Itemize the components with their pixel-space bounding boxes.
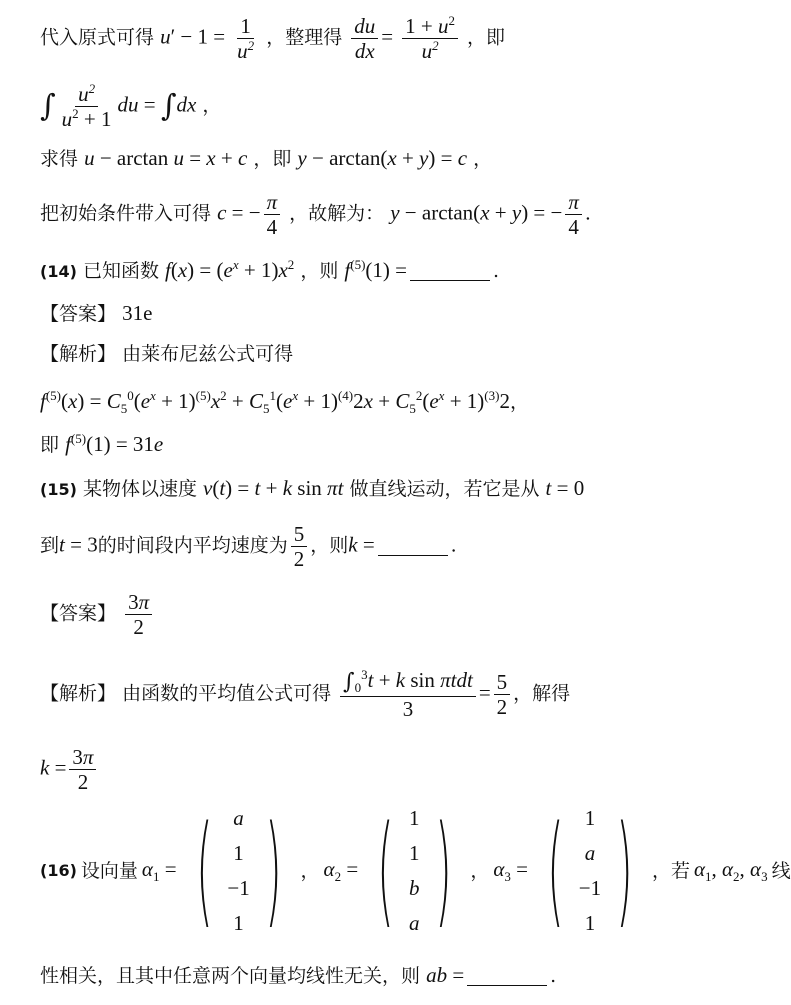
answer-14 bbox=[40, 303, 645, 324]
text: 已知函数 bbox=[82, 260, 159, 282]
derivation-line-1: 代入原式可得 u′ − 1 = $\frac{1}{u^2}$ ，整理得 $\frac{du}{dx}$ = $\frac{1 + u^2}{u^2}$ ，即 bbox=[40, 13, 506, 64]
question-16: (16) 设向量 $\alpha_1$ = ( a 1 −1 1 ) ， $\alpha_2$ = ( 1 1 b a ) ， $\alpha_3$ = ( 1 a −1 1 ) ，若 $\alpha_1$, $\alpha_2$, $\alpha_3$ 线 bbox=[40, 801, 791, 940]
text: . bbox=[493, 260, 500, 282]
answer-label: 【答案】 bbox=[40, 602, 117, 625]
answer-15 bbox=[40, 590, 645, 639]
text: ， bbox=[470, 859, 490, 882]
text: ，即 bbox=[253, 148, 292, 170]
text: 即 bbox=[40, 434, 60, 456]
answer-value: 31e bbox=[122, 301, 153, 325]
fraction-1-plus-u2-over-u2: $\frac{1 + u^2}{u^2}$ bbox=[402, 14, 458, 63]
question-number: (16) bbox=[40, 861, 77, 880]
text: ，整理得 bbox=[266, 26, 343, 49]
text: ， bbox=[300, 859, 320, 882]
text: 到 bbox=[40, 534, 60, 557]
text: ， bbox=[202, 94, 222, 117]
result-14: 即 $f^{(5)}(1) = 31e$ bbox=[40, 431, 164, 456]
text: . bbox=[450, 534, 457, 557]
text: 把初始条件带入可得 bbox=[40, 202, 212, 225]
derivation-line-4: 把初始条件带入可得 c = − $\frac{\pi}{4}$ ，故解为： y − arctan(x + y) = − $\frac{\pi}{4}$ . bbox=[40, 190, 591, 240]
text: . bbox=[584, 202, 591, 225]
math-u-prime: u bbox=[160, 24, 171, 49]
text: 求得 bbox=[40, 148, 79, 170]
answer-label: 【答案】 bbox=[40, 303, 117, 325]
mean-value-fraction: $\frac{\int_0^3t + k \sin \pi tdt}{3}$ bbox=[340, 668, 476, 721]
question-number: (15) bbox=[40, 480, 77, 499]
derivation-line-3: 求得 u − arctan u = x + c ，即 y − arctan(x + y) = c ， bbox=[40, 146, 493, 170]
analysis-label: 【解析】 bbox=[40, 682, 117, 705]
text: ， bbox=[509, 391, 529, 413]
text: ，若 bbox=[651, 859, 690, 882]
vector-alpha-2: ( 1 1 b a ) bbox=[377, 801, 452, 940]
text: 的时间段内平均速度为 bbox=[97, 534, 288, 557]
analysis-14 bbox=[40, 345, 645, 364]
answer-blank bbox=[410, 280, 490, 281]
text: ，则 bbox=[310, 534, 349, 557]
text: 性相关，且其中任意两个向量均线性无关，则 bbox=[40, 965, 421, 987]
derivation-line-2: ∫ $\frac{u^2}{u^2 + 1}$ du = ∫dx ， bbox=[40, 81, 222, 132]
text: 某物体以速度 bbox=[82, 478, 197, 500]
result-15: k = $\frac{3\pi}{2}$ bbox=[40, 745, 645, 794]
fraction-du-dx: $\frac{du}{dx}$ bbox=[351, 14, 378, 63]
text: 由函数的平均值公式可得 bbox=[122, 682, 332, 705]
text: . bbox=[550, 965, 557, 987]
text: 线 bbox=[771, 859, 791, 882]
question-15-line-2: 到t = 3的时间段内平均速度为 $\frac{5}{2}$ ，则k = . bbox=[40, 522, 457, 572]
leibniz-formula: $f^{(5)}(x) = C_5^0(e^x + 1)^{(5)}x^2 + C_5^1(e^x + 1)^{(4)}2x + C_5^2(e^x + 1)^{(3)}2$， bbox=[40, 388, 529, 417]
analysis-15: 【解析】 由函数的平均值公式可得 $\frac{\int_0^3t + k \sin \pi tdt}{3}$ = $\frac{5}{2}$ ，解得 bbox=[40, 667, 571, 722]
question-16-line-2: 性相关，且其中任意两个向量均线性无关，则 ab = . bbox=[40, 963, 557, 987]
text: 代入原式可得 bbox=[40, 26, 155, 49]
text: ， bbox=[473, 148, 493, 170]
question-number: (14) bbox=[40, 262, 77, 281]
text: ，则 bbox=[300, 260, 339, 282]
text: 设向量 bbox=[80, 859, 138, 882]
fraction-u2-over-u2-plus-1: $\frac{u^2}{u^2 + 1}$ bbox=[61, 81, 112, 132]
text: 由莱布尼兹公式可得 bbox=[122, 343, 294, 365]
answer-value: $\frac{3\pi}{2}$ bbox=[125, 590, 152, 639]
question-15: (15) 某物体以速度 v(t) = t + k sin πt 做直线运动，若它是从 t = 0 bbox=[40, 476, 585, 500]
analysis-label: 【解析】 bbox=[40, 343, 117, 365]
answer-blank bbox=[467, 985, 547, 986]
text: ，即 bbox=[467, 26, 506, 49]
answer-blank bbox=[378, 555, 448, 556]
text: ，解得 bbox=[513, 682, 571, 705]
vector-alpha-3: ( 1 a −1 1 ) bbox=[547, 801, 633, 940]
text: ，故解为： bbox=[289, 202, 385, 225]
text: 做直线运动，若它是从 bbox=[349, 478, 540, 500]
question-14: (14) 已知函数 $f(x) = (e^x + 1)x^2$ ，则 $f^{(5)}(1)$ = . bbox=[40, 257, 500, 282]
vector-alpha-1: ( a 1 −1 1 ) bbox=[195, 801, 282, 940]
fraction-1-over-u2: $\frac{1}{u^2}$ bbox=[237, 14, 255, 64]
